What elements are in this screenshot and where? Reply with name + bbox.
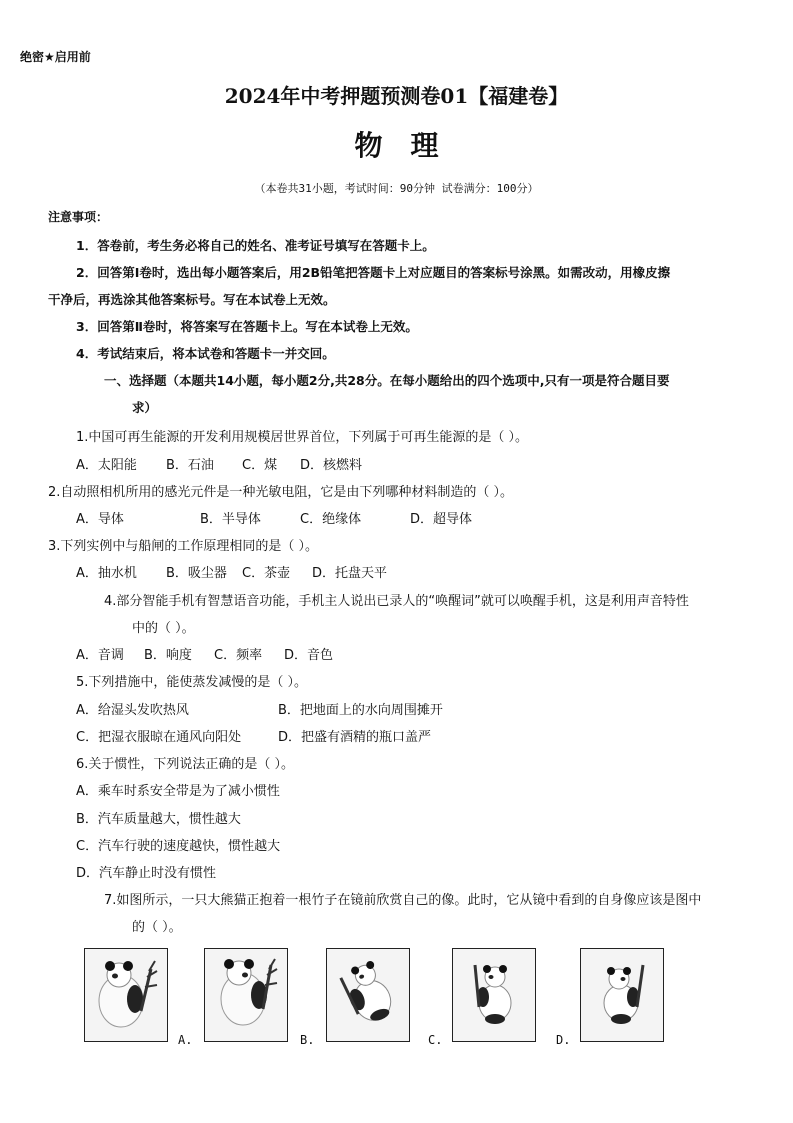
panda-image-d xyxy=(581,949,664,1033)
q2-option-c: C．绝缘体 xyxy=(300,512,362,527)
q6-option-b: B．汽车质量越大，惯性越大 xyxy=(76,812,241,827)
q4-option-a: A．音调 xyxy=(76,648,124,663)
figure-label-a: A. xyxy=(178,1033,193,1047)
panda-image-b xyxy=(327,949,410,1033)
q1-option-d: D．核燃料 xyxy=(300,458,363,473)
section-heading-cont: 求） xyxy=(132,400,158,415)
notice-item-4: 4．考试结束后，将本试卷和答题卡一并交回。 xyxy=(76,346,335,361)
section-heading: 一、选择题（本题共14小题，每小题2分,共28分。在每小题给出的四个选项中,只有一项是符合题目要 xyxy=(104,373,670,388)
question-7-stem: 7.如图所示，一只大熊猫正抱着一根竹子在镜前欣赏自己的像。此时，它从镜中看到的自身像应该是图中 xyxy=(104,893,702,908)
notice-heading: 注意事项： xyxy=(48,210,109,224)
q1-option-b: B．石油 xyxy=(166,458,214,473)
secret-label: 绝密★启用前 xyxy=(20,50,91,64)
q4-option-b: B．响度 xyxy=(144,648,192,663)
question-1-stem: 1.中国可再生能源的开发利用规模居世界首位，下列属于可再生能源的是（ ）。 xyxy=(76,430,529,445)
panda-image-c xyxy=(453,949,536,1033)
q3-option-d: D．托盘天平 xyxy=(312,566,388,581)
q2-option-d: D．超导体 xyxy=(410,512,473,527)
q3-option-c: C．茶壶 xyxy=(242,566,291,581)
question-2-stem: 2.自动照相机所用的感光元件是一种光敏电阻，它是由下列哪种材料制造的（ ）。 xyxy=(48,485,514,500)
q3-option-a: A．抽水机 xyxy=(76,566,137,581)
question-4-stem-cont: 中的（ ）。 xyxy=(132,621,195,636)
figure-original-panda xyxy=(84,948,168,1042)
notice-item-3: 3．回答第Ⅱ卷时，将答案写在答题卡上。写在本试卷上无效。 xyxy=(76,319,418,334)
notice-item-1: 1．答卷前，考生务必将自己的姓名、准考证号填写在答题卡上。 xyxy=(76,238,435,253)
q2-option-a: A．导体 xyxy=(76,512,124,527)
figure-label-c: C. xyxy=(428,1033,443,1047)
q2-option-b: B．半导体 xyxy=(200,512,261,527)
question-6-stem: 6.关于惯性，下列说法正确的是（ ）。 xyxy=(76,757,295,772)
q5-option-c: C．把湿衣服晾在通风向阳处 xyxy=(76,730,242,745)
q1-option-c: C．煤 xyxy=(242,458,278,473)
q5-option-b: B．把地面上的水向周围摊开 xyxy=(278,703,443,718)
figure-label-b: B. xyxy=(300,1033,315,1047)
q1-option-a: A．太阳能 xyxy=(76,458,137,473)
figure-option-a xyxy=(204,948,288,1042)
q5-option-a: A．给湿头发吹热风 xyxy=(76,703,189,718)
question-4-stem: 4.部分智能手机有智慧语音功能，手机主人说出已录人的“唤醒词”就可以唤醒手机，这是利用声音特性 xyxy=(104,594,689,609)
q6-option-d: D．汽车静止时没有惯性 xyxy=(76,866,217,881)
figure-option-c xyxy=(452,948,536,1042)
question-7-stem-cont: 的（ ）。 xyxy=(132,920,182,935)
subject-title: 物理 xyxy=(354,129,467,162)
q6-option-a: A．乘车时系安全带是为了减小惯性 xyxy=(76,784,280,799)
exam-info: （本卷共31小题，考试时间：90分钟 试卷满分：100分） xyxy=(254,182,539,195)
figure-option-b xyxy=(326,948,410,1042)
q4-option-d: D．音色 xyxy=(284,648,334,663)
panda-image-a xyxy=(205,949,288,1033)
q4-option-c: C．频率 xyxy=(214,648,263,663)
figure-label-d: D. xyxy=(556,1033,571,1047)
question-5-stem: 5.下列措施中，能使蒸发减慢的是（ ）。 xyxy=(76,675,308,690)
q6-option-c: C．汽车行驶的速度越快，惯性越大 xyxy=(76,839,281,854)
notice-item-2-cont: 干净后，再选涂其他答案标号。写在本试卷上无效。 xyxy=(48,292,336,307)
question-3-stem: 3.下列实例中与船闸的工作原理相同的是（ ）。 xyxy=(48,539,319,554)
panda-image xyxy=(85,949,168,1033)
exam-title: 2024年中考押题预测卷01【福建卷】 xyxy=(224,84,569,108)
q5-option-d: D．把盛有酒精的瓶口盖严 xyxy=(278,730,432,745)
q3-option-b: B．吸尘器 xyxy=(166,566,227,581)
figure-option-d xyxy=(580,948,664,1042)
notice-item-2: 2．回答第Ⅰ卷时，选出每小题答案后，用2B铅笔把答题卡上对应题目的答案标号涂黑。如需改动，用橡皮擦 xyxy=(76,265,671,280)
